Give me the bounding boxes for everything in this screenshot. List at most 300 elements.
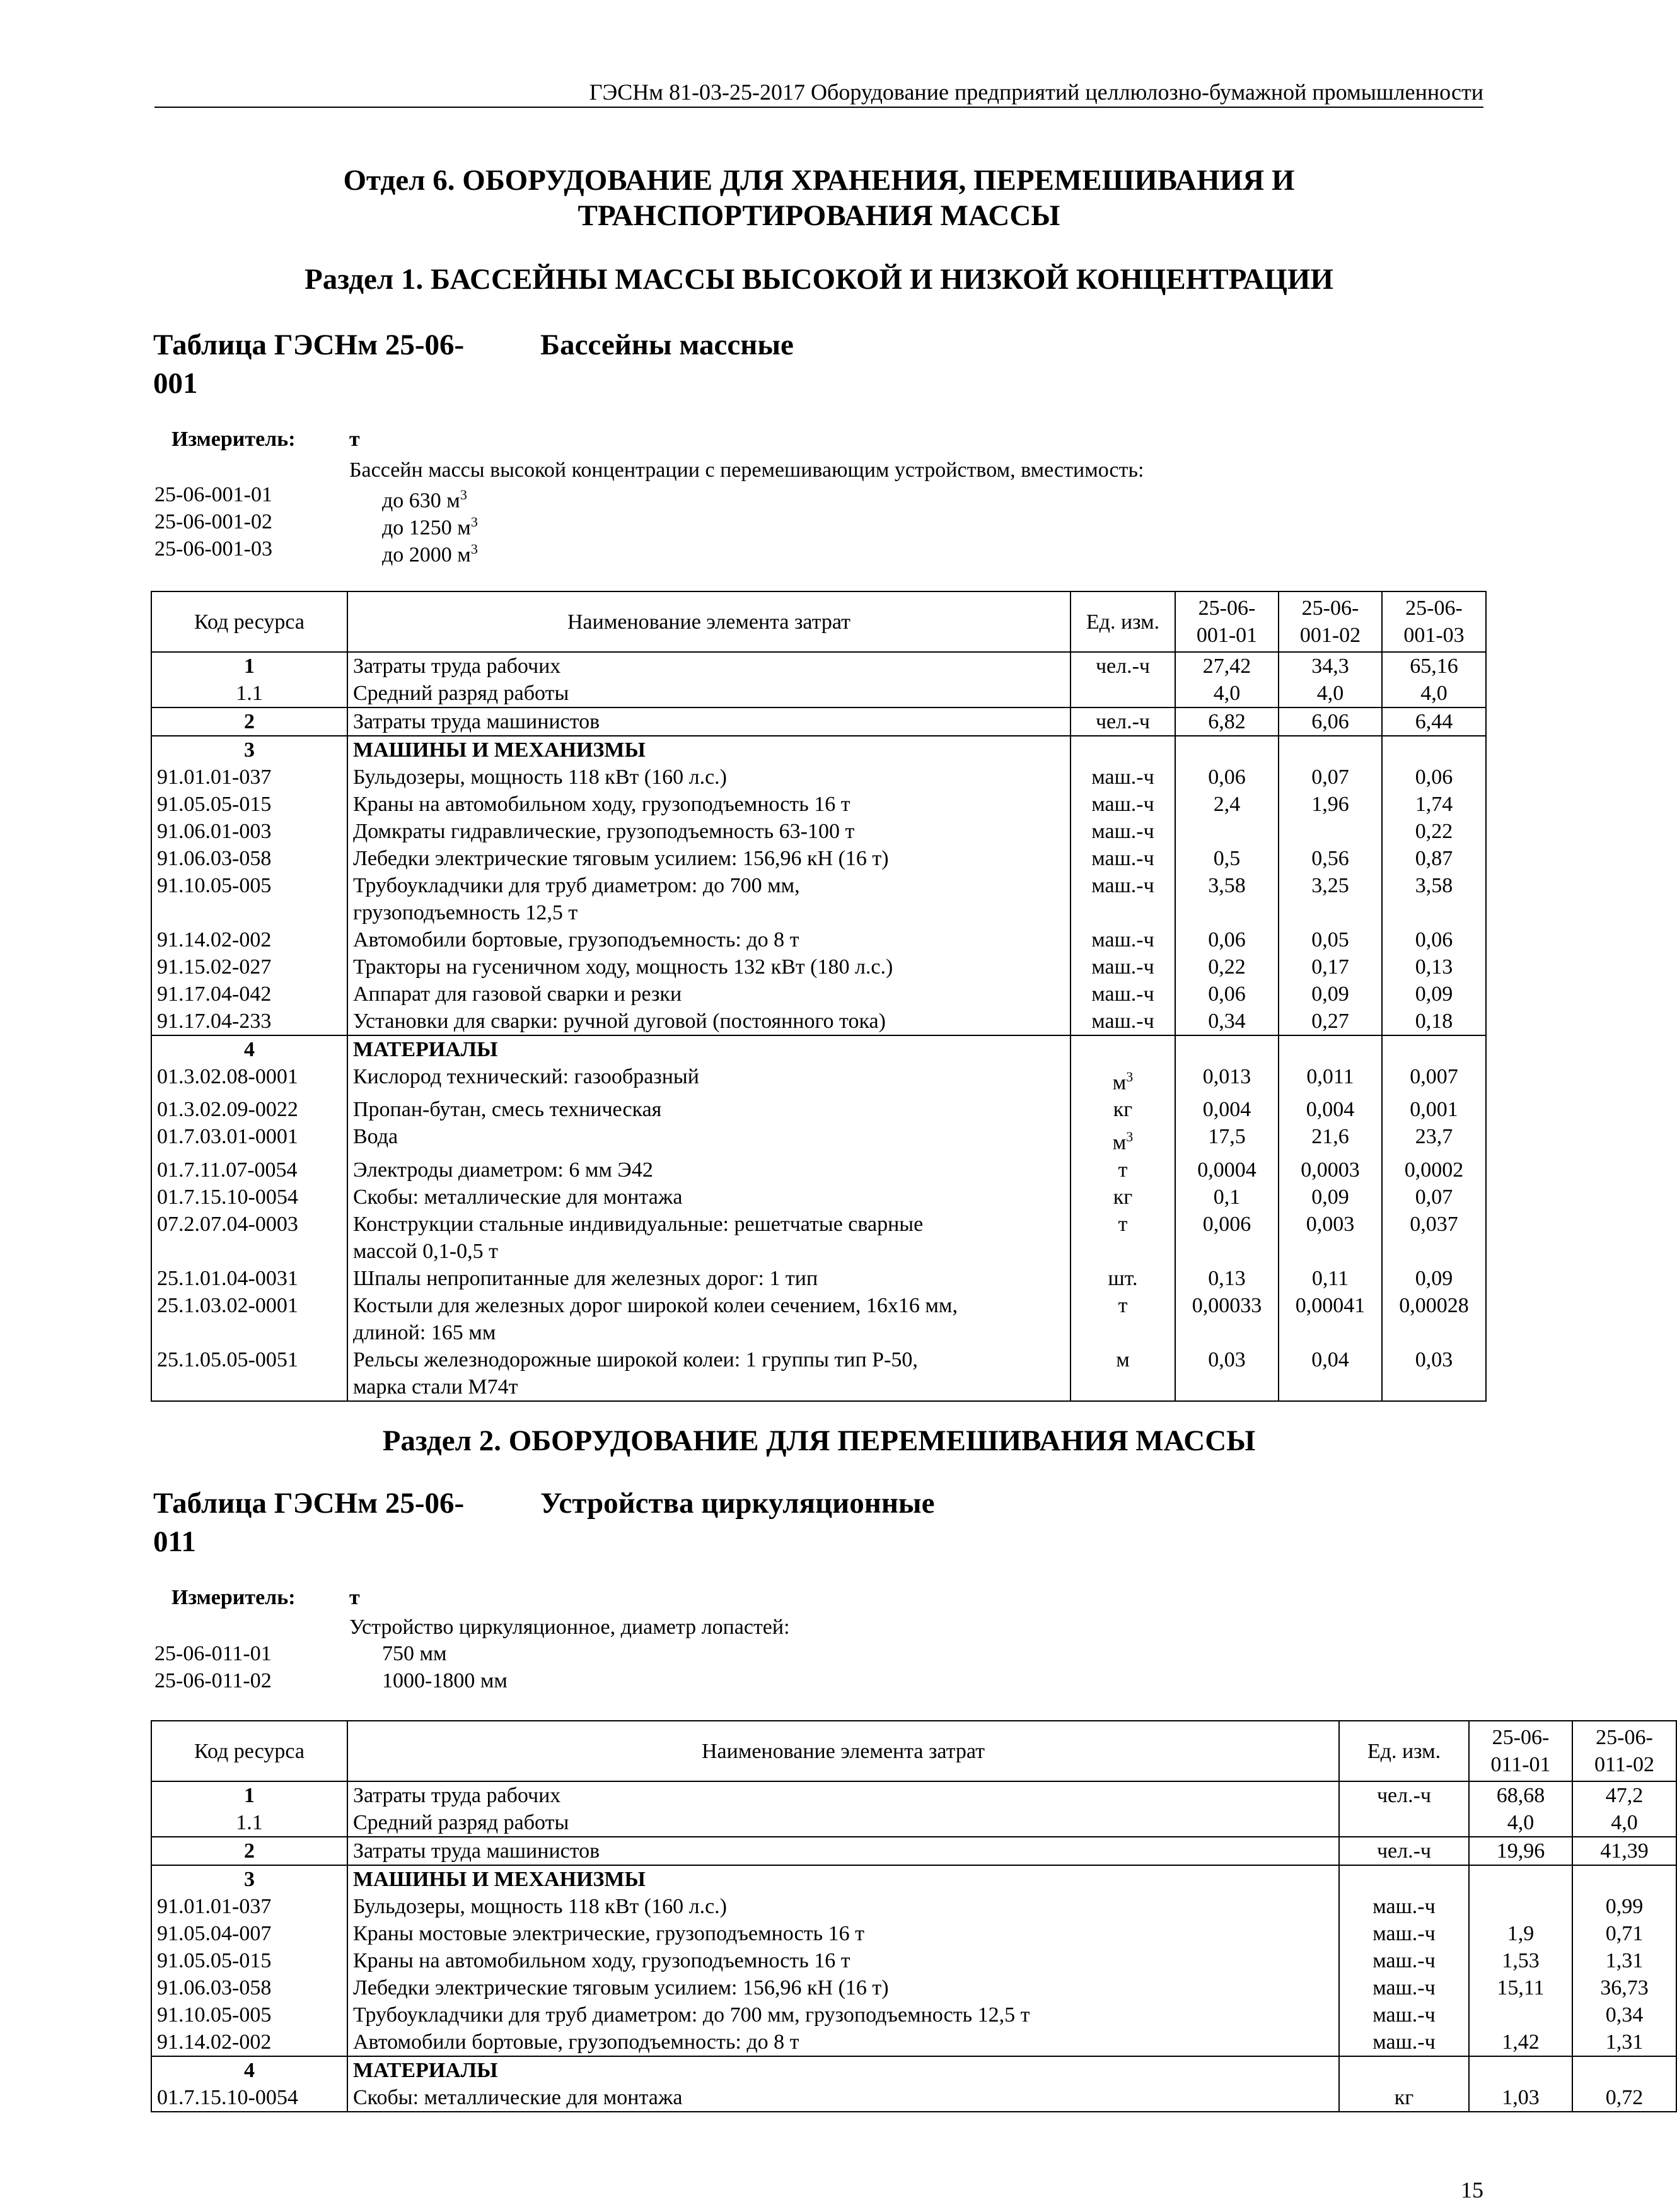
cell-value xyxy=(1175,818,1279,845)
cell-unit xyxy=(1339,1865,1469,1893)
cell-value: 6,44 xyxy=(1382,707,1486,736)
cell-resource-code: 25.1.05.05-0051 xyxy=(151,1346,347,1401)
cell-cost-element xyxy=(347,1781,1339,1809)
item-code: 25-06-001-01 xyxy=(154,483,272,506)
table-row xyxy=(151,981,1486,1008)
unit-text: маш.-ч xyxy=(1091,955,1154,979)
unit-text: маш.-ч xyxy=(1372,1922,1436,1945)
cell-unit xyxy=(1071,652,1175,680)
cost-element-name: Установки для сварки: ручной дуговой (постоянного тока) xyxy=(353,1010,886,1033)
cell-cost-element xyxy=(347,2001,1339,2029)
header-rule xyxy=(154,107,1483,108)
cell-value: 0,05 xyxy=(1279,926,1382,953)
cell-value: 0,1 xyxy=(1175,1184,1279,1211)
item-capacity-unit-sup: 3 xyxy=(470,541,478,557)
item-code: 25-06-001-03 xyxy=(154,537,272,561)
section1-table-code-line2: 001 xyxy=(153,367,198,400)
cell-value xyxy=(1572,1865,1676,1893)
cell-value: 1,31 xyxy=(1572,2029,1676,2056)
cell-resource-code: 01.7.15.10-0054 xyxy=(151,2084,347,2112)
cell-cost-element xyxy=(347,1947,1339,1974)
cell-value: 0,00041 xyxy=(1279,1292,1382,1346)
cell-value xyxy=(1382,1035,1486,1063)
table-row xyxy=(151,1893,1676,1920)
section1-cost-table xyxy=(151,591,1487,1402)
cell-cost-element xyxy=(347,1893,1339,1920)
cost-element-name: Затраты труда рабочих xyxy=(353,1784,561,1807)
table-row xyxy=(151,1156,1486,1184)
unit-text: чел.-ч xyxy=(1376,1839,1432,1863)
cell-unit xyxy=(1339,2056,1469,2084)
cell-value: 0,27 xyxy=(1279,1008,1382,1035)
cell-value: 27,42 xyxy=(1175,652,1279,680)
unit-text: маш.-ч xyxy=(1372,2030,1436,2054)
table-row xyxy=(151,1865,1676,1893)
item-capacity-unit-sup: 3 xyxy=(470,514,478,530)
cost-element-name: Домкраты гидравлические, грузоподъемность 63-100 т xyxy=(353,820,855,843)
table-row xyxy=(151,2001,1676,2029)
cell-cost-element xyxy=(347,1008,1071,1035)
section1-table-name: Бассейны массные xyxy=(540,329,794,361)
cost-element-name: Рельсы железнодорожные широкой колеи: 1 группы тип Р-50, xyxy=(353,1348,918,1371)
cell-value: 0,00028 xyxy=(1382,1292,1486,1346)
cost-element-name: Костыли для железных дорог широкой колеи сечением, 16х16 мм, xyxy=(353,1293,958,1317)
cell-unit xyxy=(1071,1292,1175,1346)
unit-text: т xyxy=(1118,1212,1128,1236)
cost-element-name: Трубоукладчики для труб диаметром: до 700 мм, xyxy=(353,874,800,897)
cell-cost-element xyxy=(347,2084,1339,2112)
cell-value: 0,87 xyxy=(1382,845,1486,872)
cell-cost-element xyxy=(347,1035,1071,1063)
cell-resource-code: 25.1.01.04-0031 xyxy=(151,1265,347,1292)
cell-unit xyxy=(1339,1947,1469,1974)
table-row xyxy=(151,736,1486,764)
cell-value xyxy=(1175,736,1279,764)
cell-value: 0,18 xyxy=(1382,1008,1486,1035)
cell-value: 0,04 xyxy=(1279,1346,1382,1401)
cell-value: 3,58 xyxy=(1382,872,1486,926)
unit-text: маш.-ч xyxy=(1091,847,1154,870)
section2-description: Устройство циркуляционное, диаметр лопастей: xyxy=(349,1615,790,1639)
table-row xyxy=(151,1292,1486,1346)
cell-value: 1,53 xyxy=(1469,1947,1572,1974)
cell-cost-element xyxy=(347,926,1071,953)
cell-cost-element xyxy=(347,680,1071,707)
cell-resource-code: 91.14.02-002 xyxy=(151,926,347,953)
cost-element-name: Средний разряд работы xyxy=(353,1811,569,1834)
column-header-value: 25-06- 001-02 xyxy=(1279,591,1382,652)
item-capacity xyxy=(382,1640,447,1668)
cost-element-name: МАШИНЫ И МЕХАНИЗМЫ xyxy=(353,1868,646,1891)
unit-sup: 3 xyxy=(1126,1069,1134,1085)
cell-value: 0,34 xyxy=(1572,2001,1676,2029)
cell-resource-code: 1.1 xyxy=(151,680,347,707)
section1-table-code-line1: Таблица ГЭСНм 25-06- xyxy=(153,329,465,361)
cell-value xyxy=(1279,736,1382,764)
cell-unit xyxy=(1071,1211,1175,1265)
cell-resource-code: 91.10.05-005 xyxy=(151,872,347,926)
cost-element-name: Вода xyxy=(353,1125,398,1149)
cell-value: 0,99 xyxy=(1572,1893,1676,1920)
cell-value: 1,31 xyxy=(1572,1947,1676,1974)
unit-text: маш.-ч xyxy=(1372,1949,1436,1972)
cell-value: 0,013 xyxy=(1175,1063,1279,1096)
cell-value: 3,58 xyxy=(1175,872,1279,926)
item-capacity-text: до 1250 м xyxy=(382,516,471,540)
unit-text: маш.-ч xyxy=(1091,982,1154,1006)
cell-value: 2,4 xyxy=(1175,791,1279,818)
table-row xyxy=(151,1096,1486,1123)
cell-value: 0,0003 xyxy=(1279,1156,1382,1184)
cell-value: 0,13 xyxy=(1382,953,1486,981)
cell-value: 0,07 xyxy=(1382,1184,1486,1211)
column-header-name: Наименование элемента затрат xyxy=(347,591,1071,652)
item-capacity-text: до 2000 м xyxy=(382,543,471,567)
cell-unit xyxy=(1071,926,1175,953)
cell-value: 0,5 xyxy=(1175,845,1279,872)
table-row xyxy=(151,1346,1486,1401)
cell-resource-code: 2 xyxy=(151,1837,347,1865)
cell-resource-code: 2 xyxy=(151,707,347,736)
cell-unit xyxy=(1071,764,1175,791)
cell-value: 0,06 xyxy=(1175,926,1279,953)
cost-element-name: Электроды диаметром: 6 мм Э42 xyxy=(353,1158,653,1182)
table-header-row xyxy=(151,1721,1676,1781)
cost-element-name: Скобы: металлические для монтажа xyxy=(353,1185,683,1209)
cell-unit xyxy=(1339,1974,1469,2001)
unit-text: чел.-ч xyxy=(1095,710,1151,733)
table-row xyxy=(151,1035,1486,1063)
cell-cost-element xyxy=(347,1156,1071,1184)
table-row xyxy=(151,1947,1676,1974)
cost-element-name: Затраты труда рабочих xyxy=(353,655,561,678)
cell-value: 0,004 xyxy=(1175,1096,1279,1123)
cost-element-name: МАШИНЫ И МЕХАНИЗМЫ xyxy=(353,738,646,762)
cell-resource-code: 91.06.03-058 xyxy=(151,845,347,872)
table-row xyxy=(151,1809,1676,1837)
cell-resource-code: 91.05.05-015 xyxy=(151,1947,347,1974)
unit-text: маш.-ч xyxy=(1091,765,1154,789)
cell-value: 0,011 xyxy=(1279,1063,1382,1096)
unit-text: м xyxy=(1112,1071,1127,1095)
cell-unit xyxy=(1071,1265,1175,1292)
column-header-code: Код ресурса xyxy=(151,591,347,652)
cell-unit xyxy=(1071,1008,1175,1035)
cost-element-name: Пропан-бутан, смесь техническая xyxy=(353,1098,662,1122)
cost-element-name: Автомобили бортовые, грузоподъемность: до 8 т xyxy=(353,2030,799,2054)
cell-value: 0,03 xyxy=(1175,1346,1279,1401)
cell-value: 19,96 xyxy=(1469,1837,1572,1865)
table-row xyxy=(151,2084,1676,2112)
section2-table-code-line1: Таблица ГЭСНм 25-06- xyxy=(153,1487,465,1520)
cost-element-name: Затраты труда машинистов xyxy=(353,1839,600,1863)
cell-value: 4,0 xyxy=(1572,1809,1676,1837)
cell-value: 15,11 xyxy=(1469,1974,1572,2001)
cell-value: 0,001 xyxy=(1382,1096,1486,1123)
column-header-code: Код ресурса xyxy=(151,1721,347,1781)
section2-meter-label: Измеритель: xyxy=(171,1586,296,1609)
cell-value: 36,73 xyxy=(1572,1974,1676,2001)
cell-value: 4,0 xyxy=(1382,680,1486,707)
cost-element-name-cont: марка стали М74т xyxy=(353,1375,518,1399)
unit-text: чел.-ч xyxy=(1095,655,1151,678)
cell-cost-element xyxy=(347,2029,1339,2056)
cost-element-name: Затраты труда машинистов xyxy=(353,710,600,733)
unit-sup: 3 xyxy=(1126,1129,1134,1145)
cell-value: 17,5 xyxy=(1175,1123,1279,1156)
cell-resource-code: 91.05.04-007 xyxy=(151,1920,347,1947)
cell-value: 0,07 xyxy=(1279,764,1382,791)
unit-text: шт. xyxy=(1108,1266,1138,1290)
cell-unit xyxy=(1071,1123,1175,1156)
column-header-value: 25-06- 001-01 xyxy=(1175,591,1279,652)
cell-cost-element xyxy=(347,845,1071,872)
cost-element-name: Средний разряд работы xyxy=(353,682,569,705)
table-row xyxy=(151,2029,1676,2056)
cell-value: 0,00033 xyxy=(1175,1292,1279,1346)
cell-unit xyxy=(1339,1920,1469,1947)
cell-resource-code: 1 xyxy=(151,1781,347,1809)
cost-element-name: Краны на автомобильном ходу, грузоподъемность 16 т xyxy=(353,793,850,816)
unit-text: кг xyxy=(1113,1185,1133,1209)
unit-text: чел.-ч xyxy=(1376,1784,1432,1807)
cell-value: 0,09 xyxy=(1279,981,1382,1008)
cell-unit xyxy=(1071,736,1175,764)
table-row xyxy=(151,2056,1676,2084)
cell-value: 0,03 xyxy=(1382,1346,1486,1401)
section1-title: Раздел 1. БАССЕЙНЫ МАССЫ ВЫСОКОЙ И НИЗКОЙ КОНЦЕНТРАЦИИ xyxy=(305,263,1333,296)
department-title-line1: Отдел 6. ОБОРУДОВАНИЕ ДЛЯ ХРАНЕНИЯ, ПЕРЕМЕШИВАНИЯ И xyxy=(343,164,1295,197)
unit-text: м xyxy=(1116,1348,1130,1371)
cell-value: 0,06 xyxy=(1382,926,1486,953)
cost-element-name: Тракторы на гусеничном ходу, мощность 132 кВт (180 л.с.) xyxy=(353,955,893,979)
cell-value: 3,25 xyxy=(1279,872,1382,926)
cell-cost-element xyxy=(347,1837,1339,1865)
cell-unit xyxy=(1071,872,1175,926)
cell-cost-element xyxy=(347,1063,1071,1096)
cell-value: 4,0 xyxy=(1469,1809,1572,1837)
cost-element-name: МАТЕРИАЛЫ xyxy=(353,1038,498,1061)
cost-element-name-cont: массой 0,1-0,5 т xyxy=(353,1239,498,1263)
cell-unit xyxy=(1071,981,1175,1008)
cell-unit xyxy=(1071,1063,1175,1096)
cell-unit xyxy=(1339,1809,1469,1837)
cell-unit xyxy=(1339,2001,1469,2029)
cell-unit xyxy=(1339,1893,1469,1920)
cell-cost-element xyxy=(347,1265,1071,1292)
table-row xyxy=(151,707,1486,736)
cost-element-name-cont: грузоподъемность 12,5 т xyxy=(353,901,578,924)
unit-text: кг xyxy=(1113,1098,1133,1122)
section2-table-code-line2: 011 xyxy=(153,1525,196,1558)
cell-value: 0,0004 xyxy=(1175,1156,1279,1184)
table-row xyxy=(151,845,1486,872)
cell-value xyxy=(1279,818,1382,845)
cell-resource-code: 91.17.04-042 xyxy=(151,981,347,1008)
unit-text: т xyxy=(1118,1293,1128,1317)
section1-description: Бассейн массы высокой концентрации с перемешивающим устройством, вместимость: xyxy=(349,458,1144,482)
cell-unit xyxy=(1071,791,1175,818)
cell-value: 0,0002 xyxy=(1382,1156,1486,1184)
cell-value: 0,71 xyxy=(1572,1920,1676,1947)
cell-cost-element xyxy=(347,652,1071,680)
cell-cost-element xyxy=(347,953,1071,981)
cell-value xyxy=(1382,736,1486,764)
column-header-value: 25-06- 011-01 xyxy=(1469,1721,1572,1781)
cell-resource-code: 4 xyxy=(151,1035,347,1063)
cell-resource-code: 4 xyxy=(151,2056,347,2084)
item-capacity xyxy=(382,535,478,569)
cell-cost-element xyxy=(347,764,1071,791)
cell-resource-code: 91.06.01-003 xyxy=(151,818,347,845)
cell-unit xyxy=(1339,2029,1469,2056)
cost-element-name: МАТЕРИАЛЫ xyxy=(353,2059,498,2082)
item-capacity-text: 750 мм xyxy=(382,1642,447,1665)
cell-value: 0,06 xyxy=(1175,981,1279,1008)
cell-value: 6,06 xyxy=(1279,707,1382,736)
section2-table-name: Устройства циркуляционные xyxy=(540,1487,935,1520)
unit-text: т xyxy=(1118,1158,1128,1182)
table-row xyxy=(151,1974,1676,2001)
cell-unit xyxy=(1071,845,1175,872)
cell-value: 0,22 xyxy=(1175,953,1279,981)
cell-cost-element xyxy=(347,1292,1071,1346)
item-code: 25-06-011-02 xyxy=(154,1669,272,1692)
table-row xyxy=(151,1265,1486,1292)
page-number: 15 xyxy=(1461,2177,1483,2203)
cost-element-name: Бульдозеры, мощность 118 кВт (160 л.с.) xyxy=(353,1895,728,1918)
cell-resource-code: 3 xyxy=(151,1865,347,1893)
cell-resource-code: 91.10.05-005 xyxy=(151,2001,347,2029)
cell-value: 0,004 xyxy=(1279,1096,1382,1123)
cell-value: 0,56 xyxy=(1279,845,1382,872)
item-code: 25-06-011-01 xyxy=(154,1642,272,1665)
running-header: ГЭСНм 81-03-25-2017 Оборудование предприятий целлюлозно-бумажной промышленности xyxy=(589,79,1483,105)
item-capacity-text: до 630 м xyxy=(382,489,460,513)
column-header-value: 25-06- 011-02 xyxy=(1572,1721,1676,1781)
cell-value: 68,68 xyxy=(1469,1781,1572,1809)
cell-value xyxy=(1469,1865,1572,1893)
cell-resource-code: 91.14.02-002 xyxy=(151,2029,347,2056)
cell-cost-element xyxy=(347,1809,1339,1837)
table-row xyxy=(151,1920,1676,1947)
cell-value: 0,007 xyxy=(1382,1063,1486,1096)
cell-resource-code: 07.2.07.04-0003 xyxy=(151,1211,347,1265)
section1-table-code xyxy=(153,326,464,403)
cost-element-name-cont: длиной: 165 мм xyxy=(353,1320,496,1344)
cell-resource-code: 91.01.01-037 xyxy=(151,764,347,791)
cost-element-name: Лебедки электрические тяговым усилием: 156,96 кН (16 т) xyxy=(353,847,889,870)
cell-value: 0,09 xyxy=(1279,1184,1382,1211)
item-code: 25-06-001-02 xyxy=(154,510,272,533)
cell-value xyxy=(1469,2001,1572,2029)
section1-meter-unit: т xyxy=(349,428,360,451)
unit-text: маш.-ч xyxy=(1091,820,1154,843)
cell-value: 0,003 xyxy=(1279,1211,1382,1265)
cell-value: 4,0 xyxy=(1279,680,1382,707)
cell-unit xyxy=(1071,1035,1175,1063)
section2-title: Раздел 2. ОБОРУДОВАНИЕ ДЛЯ ПЕРЕМЕШИВАНИЯ МАССЫ xyxy=(382,1424,1256,1457)
unit-text: маш.-ч xyxy=(1372,2003,1436,2027)
unit-text: маш.-ч xyxy=(1091,874,1154,897)
unit-text: маш.-ч xyxy=(1091,793,1154,816)
table-row xyxy=(151,652,1486,680)
cell-resource-code: 91.06.03-058 xyxy=(151,1974,347,2001)
cell-unit xyxy=(1071,707,1175,736)
cell-cost-element xyxy=(347,872,1071,926)
unit-text: маш.-ч xyxy=(1372,1895,1436,1918)
table-row xyxy=(151,872,1486,926)
cell-unit xyxy=(1071,1156,1175,1184)
cell-resource-code: 1 xyxy=(151,652,347,680)
cell-cost-element xyxy=(347,1123,1071,1156)
cell-resource-code: 01.7.03.01-0001 xyxy=(151,1123,347,1156)
cell-cost-element xyxy=(347,1211,1071,1265)
section1-meter-label: Измеритель: xyxy=(171,428,296,451)
cost-element-name: Бульдозеры, мощность 118 кВт (160 л.с.) xyxy=(353,765,728,789)
cell-value: 0,22 xyxy=(1382,818,1486,845)
cell-value: 0,09 xyxy=(1382,981,1486,1008)
cell-value: 1,96 xyxy=(1279,791,1382,818)
cost-element-name: Лебедки электрические тяговым усилием: 156,96 кН (16 т) xyxy=(353,1976,889,2000)
cell-cost-element xyxy=(347,1096,1071,1123)
cell-value: 0,17 xyxy=(1279,953,1382,981)
cell-value: 0,006 xyxy=(1175,1211,1279,1265)
cell-unit xyxy=(1071,1184,1175,1211)
unit-text: маш.-ч xyxy=(1091,928,1154,952)
column-header-unit: Ед. изм. xyxy=(1339,1721,1469,1781)
unit-text: м xyxy=(1112,1131,1127,1155)
cell-value xyxy=(1572,2056,1676,2084)
cell-value xyxy=(1279,1035,1382,1063)
cell-resource-code: 91.17.04-233 xyxy=(151,1008,347,1035)
cost-element-name: Шпалы непропитанные для железных дорог: 1 тип xyxy=(353,1266,818,1290)
cost-element-name: Аппарат для газовой сварки и резки xyxy=(353,982,682,1006)
cell-value: 6,82 xyxy=(1175,707,1279,736)
cell-value: 0,037 xyxy=(1382,1211,1486,1265)
cell-cost-element xyxy=(347,2056,1339,2084)
cell-unit xyxy=(1071,680,1175,707)
cell-value: 0,11 xyxy=(1279,1265,1382,1292)
cell-resource-code: 25.1.03.02-0001 xyxy=(151,1292,347,1346)
column-header-name: Наименование элемента затрат xyxy=(347,1721,1339,1781)
cell-unit xyxy=(1071,1096,1175,1123)
cell-resource-code: 91.05.05-015 xyxy=(151,791,347,818)
cell-cost-element xyxy=(347,736,1071,764)
cell-value: 1,03 xyxy=(1469,2084,1572,2112)
cell-value: 0,06 xyxy=(1382,764,1486,791)
cell-resource-code: 3 xyxy=(151,736,347,764)
cost-element-name: Трубоукладчики для труб диаметром: до 700 мм, грузоподъемность 12,5 т xyxy=(353,2003,1030,2027)
cell-value: 1,74 xyxy=(1382,791,1486,818)
cell-value: 41,39 xyxy=(1572,1837,1676,1865)
cost-element-name: Конструкции стальные индивидуальные: решетчатые сварные xyxy=(353,1212,924,1236)
cell-value: 0,34 xyxy=(1175,1008,1279,1035)
cell-value: 0,72 xyxy=(1572,2084,1676,2112)
cost-element-name: Краны мостовые электрические, грузоподъемность 16 т xyxy=(353,1922,864,1945)
table-row xyxy=(151,791,1486,818)
section2-table-code xyxy=(153,1484,464,1561)
table-row xyxy=(151,764,1486,791)
column-header-unit: Ед. изм. xyxy=(1071,591,1175,652)
cell-unit xyxy=(1339,1781,1469,1809)
cell-value: 65,16 xyxy=(1382,652,1486,680)
unit-text: маш.-ч xyxy=(1372,1976,1436,2000)
table-header-row xyxy=(151,591,1486,652)
cell-value: 34,3 xyxy=(1279,652,1382,680)
cell-value xyxy=(1469,2056,1572,2084)
table-row xyxy=(151,1123,1486,1156)
